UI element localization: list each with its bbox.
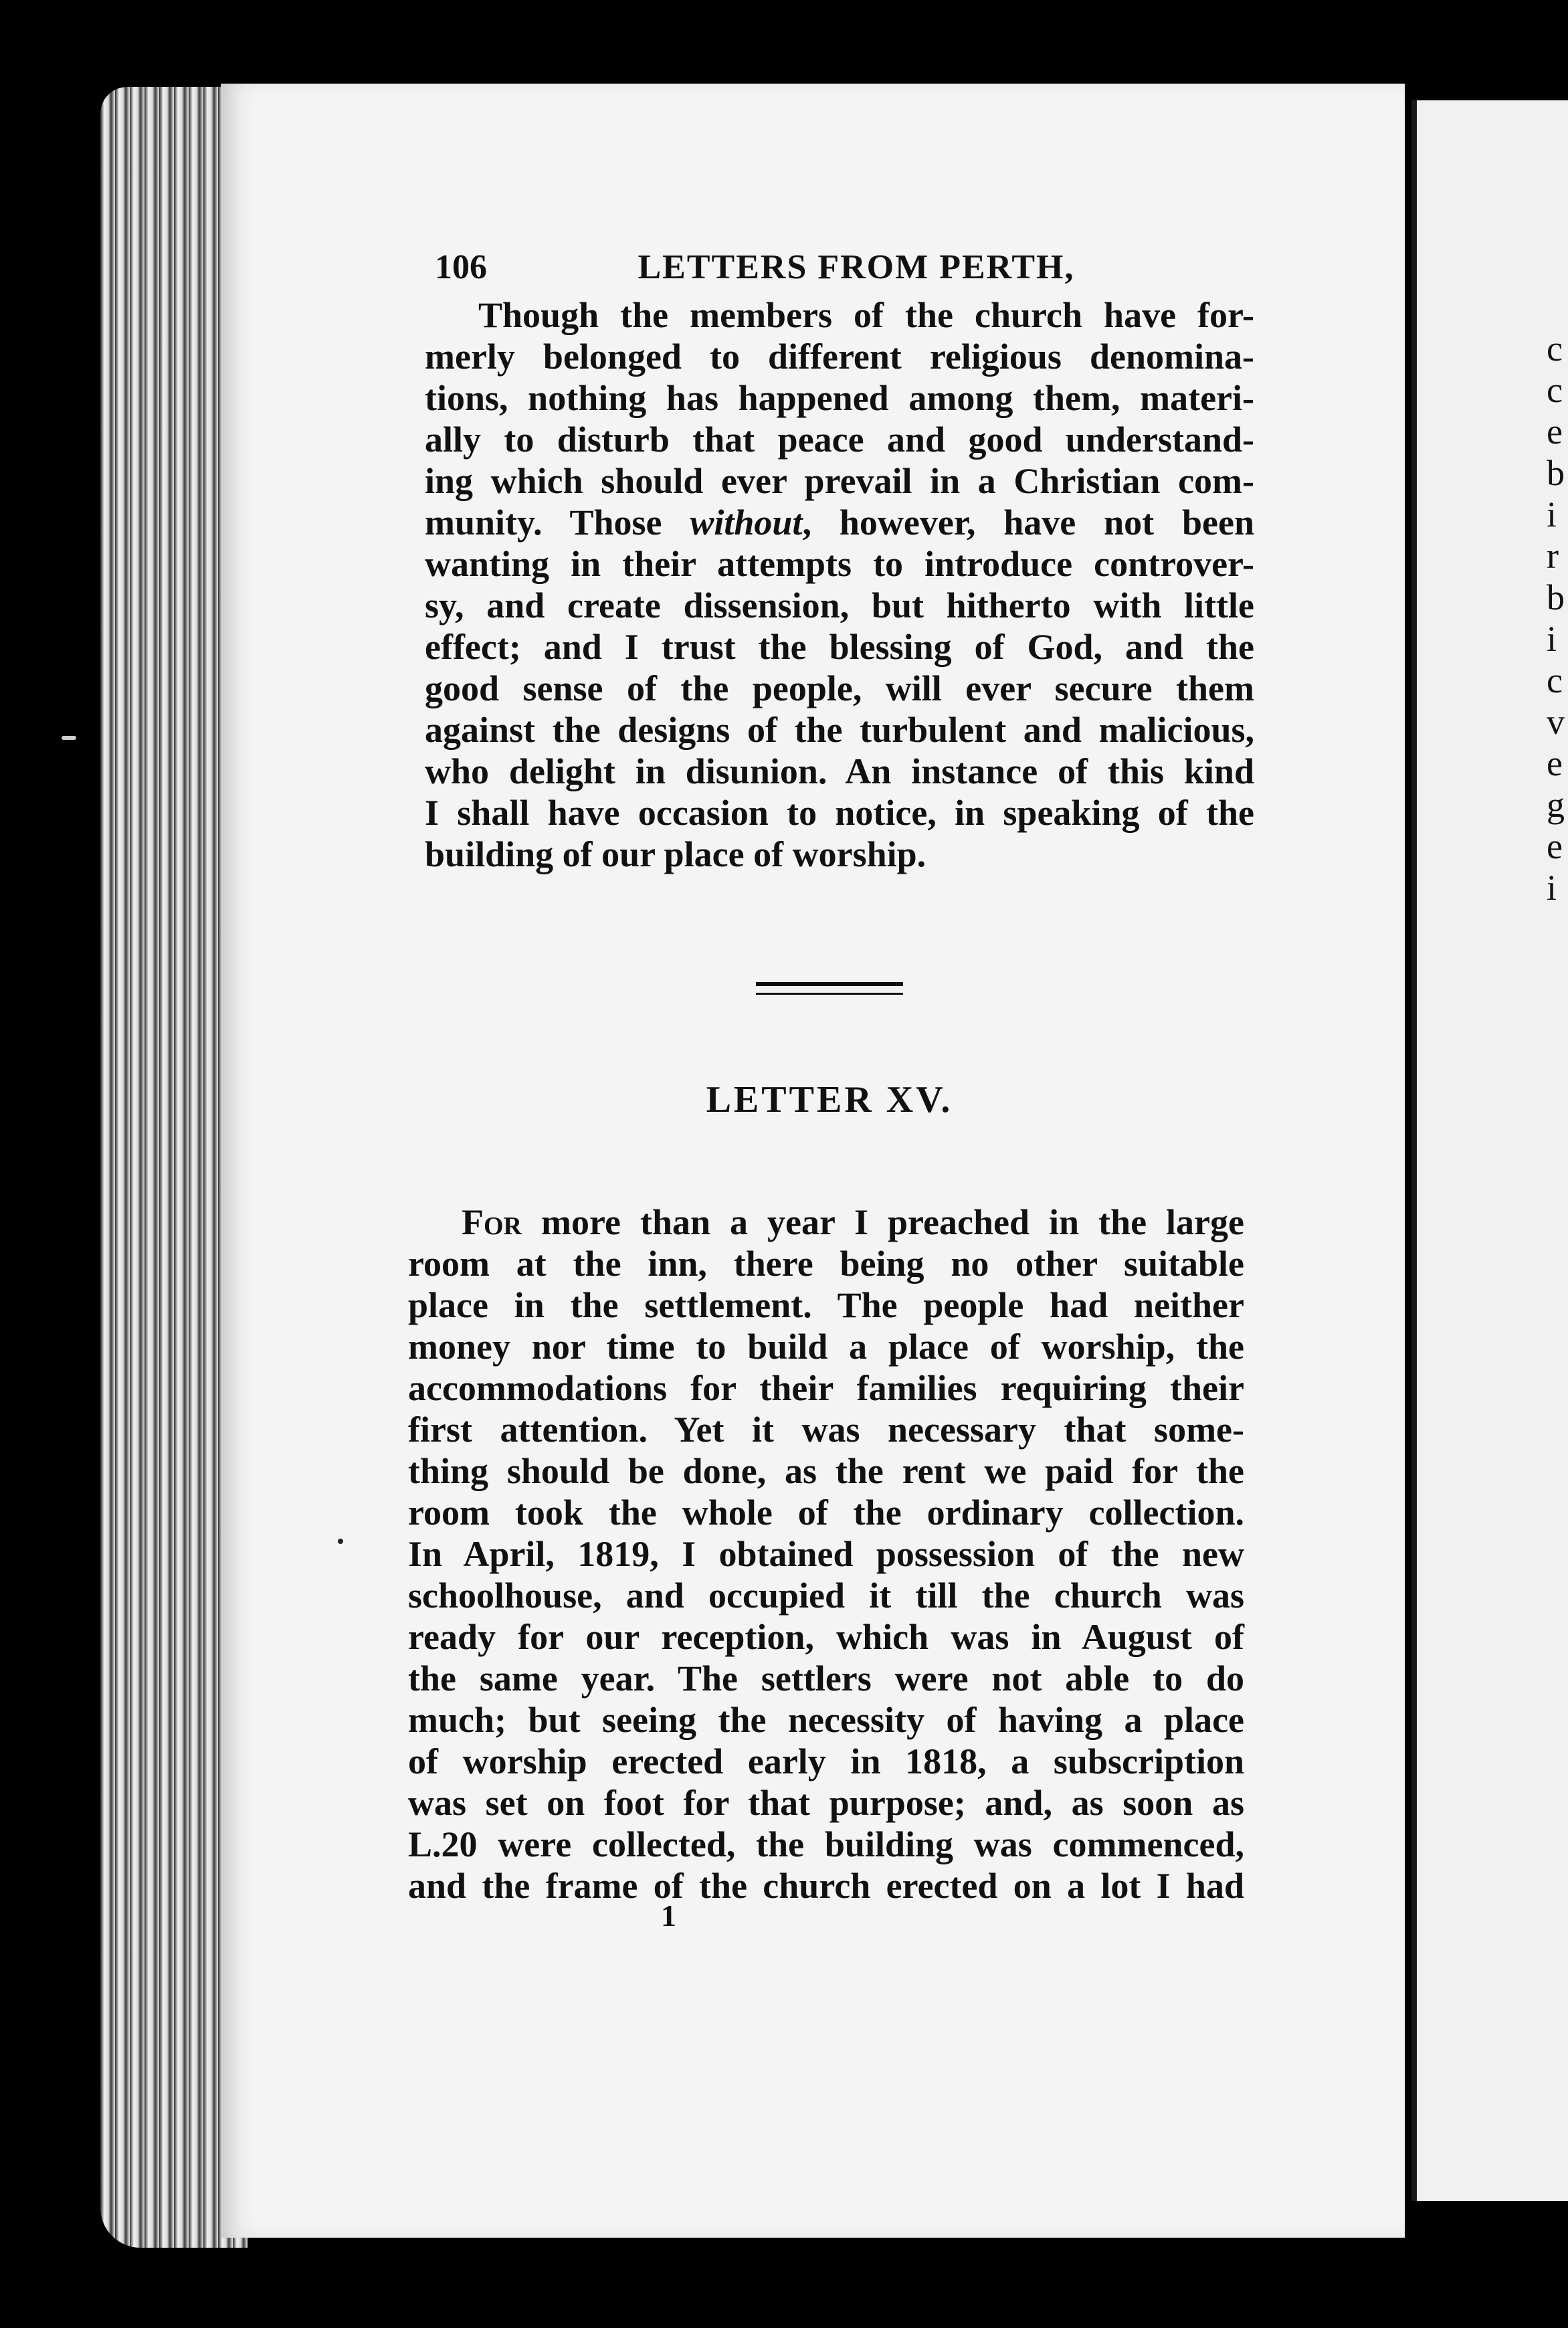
text-line: room at the inn, there being no other suitable bbox=[408, 1244, 1244, 1284]
page-number: 106 bbox=[435, 248, 487, 286]
emphasis: without bbox=[690, 502, 803, 543]
text-line: schoolhouse, and occupied it till the church was bbox=[408, 1575, 1244, 1616]
letter-heading: LETTER XV. bbox=[706, 1079, 953, 1121]
text-line: money nor time to build a place of worship, the bbox=[408, 1327, 1244, 1367]
text-line: tions, nothing has happened among them, materi- bbox=[425, 378, 1254, 418]
facing-letter: i bbox=[1547, 868, 1557, 908]
running-head bbox=[401, 234, 1258, 294]
running-title: LETTERS FROM PERTH, bbox=[638, 248, 1075, 286]
text-line: I shall have occasion to notice, in speaking of the bbox=[425, 793, 1254, 833]
facing-letter: i bbox=[1547, 494, 1557, 535]
text-line: L.20 were collected, the building was commenced, bbox=[408, 1824, 1244, 1864]
facing-letter: c bbox=[1547, 328, 1563, 369]
text-line: of worship erected early in 1818, a subscription bbox=[408, 1741, 1244, 1781]
facing-letter: c bbox=[1547, 370, 1563, 410]
text-line: wanting in their attempts to introduce controver- bbox=[425, 544, 1254, 584]
text-line: merly belonged to different religious denomina- bbox=[425, 336, 1254, 377]
small-caps-opening: For bbox=[462, 1202, 522, 1242]
paragraph-1 bbox=[425, 294, 1254, 875]
text-line: thing should be done, as the rent we paid for the bbox=[408, 1451, 1244, 1491]
text-line: who delight in disunion. An instance of this kind bbox=[425, 751, 1254, 791]
text-line: sy, and create dissension, but hitherto with little bbox=[425, 585, 1254, 625]
text-line: accommodations for their families requiring their bbox=[408, 1368, 1244, 1408]
facing-letter: r bbox=[1547, 536, 1559, 576]
text-line: munity. Those without, however, have not been bbox=[425, 502, 1254, 543]
signature-mark: 1 bbox=[661, 1899, 676, 1933]
page-text bbox=[401, 234, 1258, 1907]
facing-letter: i bbox=[1547, 619, 1557, 659]
facing-letter: e bbox=[1547, 743, 1563, 783]
text-line: much; but seeing the necessity of having a place bbox=[408, 1700, 1244, 1740]
facing-letter: c bbox=[1547, 660, 1563, 700]
text-line: effect; and I trust the blessing of God, and the bbox=[425, 627, 1254, 667]
ink-speck bbox=[338, 1539, 343, 1544]
section-divider bbox=[756, 982, 903, 995]
text-line: good sense of the people, will ever secure them bbox=[425, 668, 1254, 708]
text-line: against the designs of the turbulent and malicious, bbox=[425, 710, 1254, 750]
text-line: In April, 1819, I obtained possession of the new bbox=[408, 1534, 1244, 1574]
text-line: the same year. The settlers were not able to do bbox=[408, 1658, 1244, 1699]
facing-letter: g bbox=[1547, 785, 1565, 825]
text-line: building of our place of worship. bbox=[425, 834, 926, 874]
facing-page bbox=[1411, 100, 1568, 2201]
text-line: was set on foot for that purpose; and, as soon as bbox=[408, 1783, 1244, 1823]
paragraph-2 bbox=[408, 1201, 1244, 1907]
facing-letter: b bbox=[1547, 577, 1565, 617]
facing-page-text-fragment bbox=[1547, 328, 1565, 908]
facing-letter: v bbox=[1547, 702, 1565, 742]
text-line: place in the settlement. The people had neither bbox=[408, 1285, 1244, 1325]
text-line: Though the members of the church have for- bbox=[478, 295, 1254, 335]
facing-letter: e bbox=[1547, 411, 1563, 452]
facing-letter: e bbox=[1547, 826, 1563, 866]
text-line: first attention. Yet it was necessary that some- bbox=[408, 1410, 1244, 1450]
text-line: ing which should ever prevail in a Christian com- bbox=[425, 461, 1254, 501]
text-line: ally to disturb that peace and good understand- bbox=[425, 419, 1254, 460]
facing-letter: b bbox=[1547, 453, 1565, 493]
text-line: For more than a year I preached in the large bbox=[462, 1202, 1244, 1242]
text-line: and the frame of the church erected on a lot I had bbox=[408, 1866, 1244, 1906]
text-line: room took the whole of the ordinary collection. bbox=[408, 1492, 1244, 1533]
ink-speck bbox=[62, 736, 76, 740]
text-line: ready for our reception, which was in August of bbox=[408, 1617, 1244, 1657]
